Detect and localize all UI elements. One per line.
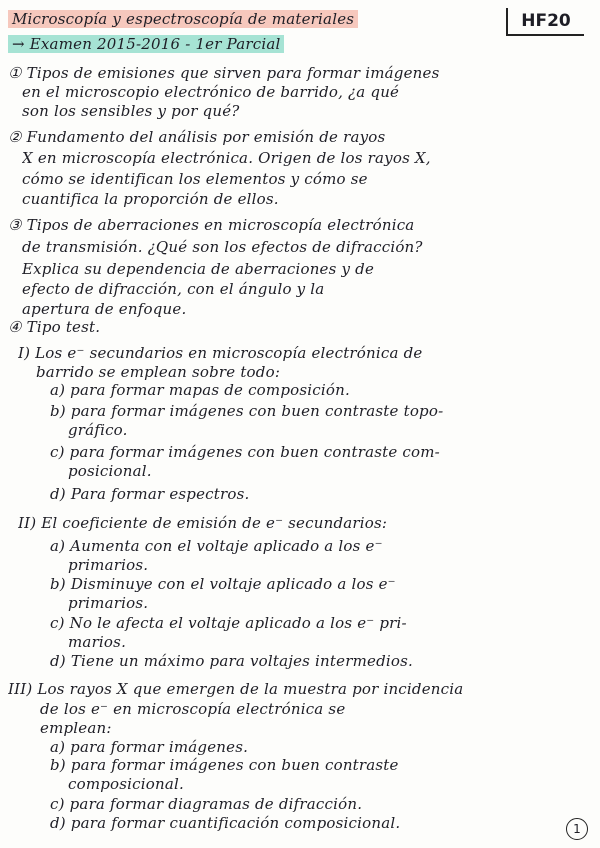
- test-item-2-option-c: marios.: [68, 633, 127, 651]
- test-item-3-stem: emplean:: [40, 719, 112, 737]
- test-item-1-option-a: a) para formar mapas de composición.: [50, 381, 350, 399]
- test-item-3-option-a: a) para formar imágenes.: [50, 738, 249, 756]
- test-item-1-stem: barrido se emplean sobre todo:: [36, 363, 281, 381]
- document-title: Microscopía y espectroscopía de materiales: [8, 10, 358, 29]
- test-item-1-option-c: posicional.: [68, 462, 152, 480]
- test-item-3-option-c: c) para formar diagramas de difracción.: [50, 795, 363, 813]
- test-item-1-option-b: gráfico.: [68, 421, 128, 439]
- test-item-3-option-b: composicional.: [68, 775, 184, 793]
- test-item-1-option-c: c) para formar imágenes con buen contraste com-: [50, 443, 440, 461]
- test-item-1-option-b: b) para formar imágenes con buen contraste topo-: [50, 402, 444, 420]
- question-3-line: ③ Tipos de aberraciones en microscopía electrónica: [8, 216, 415, 234]
- question-2-line: cómo se identifican los elementos y cómo se: [22, 170, 368, 188]
- question-2-line: ② Fundamento del análisis por emisión de rayos: [8, 128, 386, 146]
- question-3-line: Explica su dependencia de aberraciones y de: [22, 260, 375, 278]
- document-code: HF20: [506, 8, 584, 36]
- page-number: 1: [566, 818, 588, 840]
- question-3-line: efecto de difracción, con el ángulo y la: [22, 280, 325, 298]
- test-item-1-option-d: d) Para formar espectros.: [50, 485, 250, 503]
- question-1-line: en el microscopio electrónico de barrido, ¿a qué: [22, 83, 400, 101]
- question-3-line: apertura de enfoque.: [22, 300, 187, 318]
- question-3-line: de transmisión. ¿Qué son los efectos de difracción?: [22, 238, 423, 256]
- test-item-3-stem: de los e⁻ en microscopía electrónica se: [40, 700, 346, 718]
- test-item-2-stem: II) El coeficiente de emisión de e⁻ secundarios:: [18, 514, 388, 532]
- test-item-2-option-c: c) No le afecta el voltaje aplicado a los e⁻ pri-: [50, 614, 407, 632]
- question-1-line: son los sensibles y por qué?: [22, 102, 240, 120]
- test-item-2-option-d: d) Tiene un máximo para voltajes intermedios.: [50, 652, 413, 670]
- test-item-3-option-b: b) para formar imágenes con buen contraste: [50, 756, 399, 774]
- question-1-line: ① Tipos de emisiones que sirven para formar imágenes: [8, 64, 440, 82]
- exam-subtitle: → Examen 2015-2016 - 1er Parcial: [8, 35, 284, 54]
- question-2-line: cuantifica la proporción de ellos.: [22, 190, 279, 208]
- test-heading: ④ Tipo test.: [8, 318, 101, 336]
- question-2-line: X en microscopía electrónica. Origen de los rayos X,: [22, 149, 431, 167]
- test-item-1-stem: I) Los e⁻ secundarios en microscopía electrónica de: [18, 344, 423, 362]
- test-item-2-option-b: b) Disminuye con el voltaje aplicado a los e⁻: [50, 575, 396, 593]
- test-item-3-stem: III) Los rayos X que emergen de la muestra por incidencia: [8, 680, 464, 698]
- test-item-2-option-a: a) Aumenta con el voltaje aplicado a los e⁻: [50, 537, 383, 555]
- test-item-3-option-d: d) para formar cuantificación composicional.: [50, 814, 401, 832]
- test-item-2-option-a: primarios.: [68, 556, 149, 574]
- test-item-2-option-b: primarios.: [68, 594, 149, 612]
